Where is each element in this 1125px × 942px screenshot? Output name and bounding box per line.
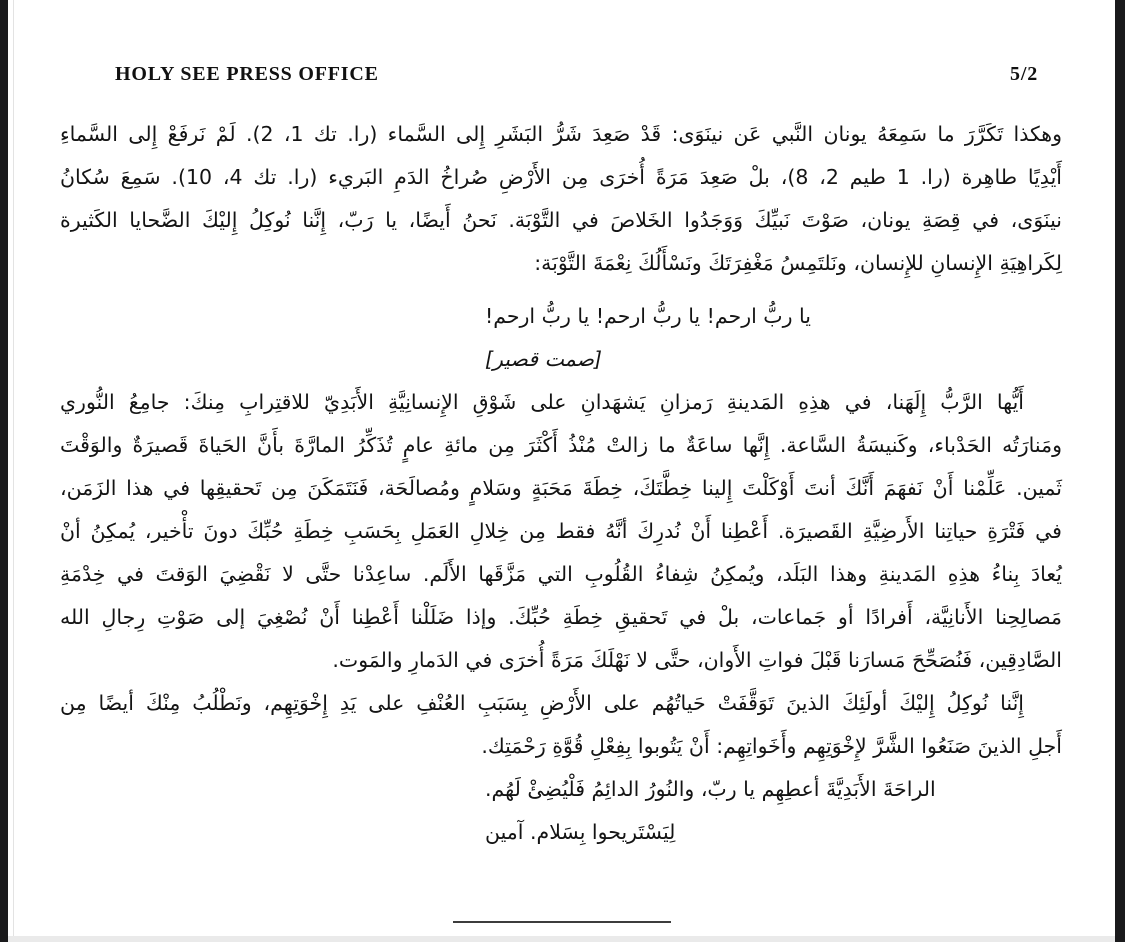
text-line: يُعادَ بِناءُ هذِهِ المَدينةِ وهذا البَلَد، ويُمكِنُ شِفاءُ القُلُوبِ التي مَزَّقَها الأَلَم. ساعِدْنا حتَّى لا نَقْضِيَ الوَقتَ في خِدْمَةِ bbox=[60, 562, 1062, 586]
viewer-edge-left bbox=[0, 0, 8, 942]
text-line: ومَنارَتُه الحَدْباء، وكَنيسَةُ السَّاعة. إِنَّها ساعَةٌ ما زالتْ مُنْذُ أَكْثَرَ مِن مائةِ عامٍ تُذَكِّرُ المارَّةَ بأَنَّ الحَياةَ قَصيرَةٌ والوَقْتَ bbox=[60, 433, 1062, 457]
viewer-edge-right bbox=[1115, 0, 1125, 942]
footnote-separator-line bbox=[453, 921, 671, 923]
paragraph-1 bbox=[60, 113, 1062, 285]
text-line: وهكذا تَكَرَّرَ ما سَمِعَهُ يونان النَّبي عَن نينَوَى: قَدْ صَعِدَ شَرُّ البَشَرِ إِلى السَّماء (را. تك 1، 2). لَمْ نَرفَعْ إِلى السَّماءِ bbox=[60, 122, 1062, 146]
page-number: 5/2 bbox=[1010, 63, 1038, 85]
text-line: ثَمين. عَلِّمْنا أَنْ نَفهَمَ أَنَّكَ أنتَ أَوْكَلْتَ إِلينا خِطَّتَكَ، خِطَةَ مَحَبَةٍ وسَلامٍ ومُصالَحَة، فَنَتَمَكَنَ مِن تَحقيقِها في هذا الزَمَن، bbox=[60, 476, 1062, 500]
closing-line-eternal-rest: الراحَةَ الأَبَدِيَّةَ أعطِهِم يا ربّ، والنُورُ الدائِمُ فَلْيُضِئْ لَهُم. bbox=[485, 777, 936, 801]
page-bottom-strip bbox=[8, 936, 1115, 942]
header-title: HOLY SEE PRESS OFFICE bbox=[115, 63, 379, 85]
prayer-text bbox=[60, 113, 1062, 854]
litany-response-line: يا ربُّ ارحم! يا ربُّ ارحم! يا ربُّ ارحم! bbox=[485, 304, 811, 328]
text-line: الصَّادِقِين، فَنُصَحِّحَ مَسارَنا قَبْلَ فواتِ الأَوان، حتَّى لا نَهْلَكَ مَرَةً أُخرَى في الدَمارِ والمَوت. bbox=[332, 648, 1062, 672]
paragraph-2 bbox=[60, 381, 1062, 682]
text-line: أَيُّها الرَّبُّ إِلَهَنا، في هذِهِ المَدينةِ رَمزانِ يَشهَدانِ على شَوْقِ الإِنسانِيَّةِ الأَبَدِيّ للاقتِرابِ مِنكَ: جامِعُ النُّوري bbox=[60, 390, 1024, 414]
paragraph-3 bbox=[60, 682, 1062, 768]
rubric-silence-line: [صمت قصير] bbox=[485, 347, 602, 371]
text-line: إِنَّنا نُوكِلُ إِليْكَ أولَئِكَ الذينَ تَوَقَّفَتْ حَياتُهُم على الأَرْضِ بِسَبَبِ العُنْفِ على يَدِ إِخْوَتِهِم، ونَطْلُبُ مِنْكَ أيضًا مِن bbox=[60, 691, 1024, 715]
text-line: لِكَراهِيَةِ الإِنسانِ للإِنسان، ونَلتَمِسُ مَغْفِرَتَكَ ونَسْأَلُكَ نِعْمَةَ التَّوْبَة: bbox=[534, 251, 1062, 275]
text-line: أَيْدِيًا طاهِرة (را. 1 طيم 2، 8)، بلْ صَعِدَ مَرَةً أُخرَى مِن الأَرْضِ صُراخُ الدَمِ البَريء (را. تك 4، 10). سَمِعَ سُكانُ bbox=[60, 165, 1062, 189]
text-line: مَصالِحِنا الأَنانِيَّة، أَفرادًا أو جَماعات، بلْ في تَحقيقِ خِطَةِ حُبِّكَ. وإذا ضَلَلْنا أَعْطِنا أَنْ نُصْغِيَ إلى صَوْتِ رِجالِ الله bbox=[60, 605, 1062, 629]
text-line: في فَتْرَةِ حياتِنا الأَرضِيَّةِ القَصيرَة. أَعْطِنا أَنْ نُدرِكَ أنَّهُ فقط مِن خِلالِ العَمَلِ بِحَسَبِ خِطَةِ حُبِّكَ دونَ تأْخير، يُمكِنُ أنْ bbox=[60, 519, 1062, 543]
text-line: أَجلِ الذينَ صَنَعُوا الشَّرَّ لإِخْوَتِهِم وأَخَواتِهِم: أَنْ يَتُوبوا بِفِعْلِ قُوَّةِ رَحْمَتِك. bbox=[481, 734, 1062, 758]
closing-line-amen: لِيَسْتَريحوا بِسَلام. آمين bbox=[485, 820, 676, 844]
text-line: نينَوَى، في قِصَةِ يونان، صَوْتَ نَبيِّكَ وَوَجَدُوا الخَلاصَ في التَّوْبَة. نَحنُ أَيضًا، يا رَبّ، إِنَّنا نُوكِلُ إِليْكَ الضَّحايا الكَثيرة bbox=[60, 208, 1062, 232]
page-edge-line bbox=[13, 0, 14, 942]
page-header bbox=[115, 63, 1038, 86]
